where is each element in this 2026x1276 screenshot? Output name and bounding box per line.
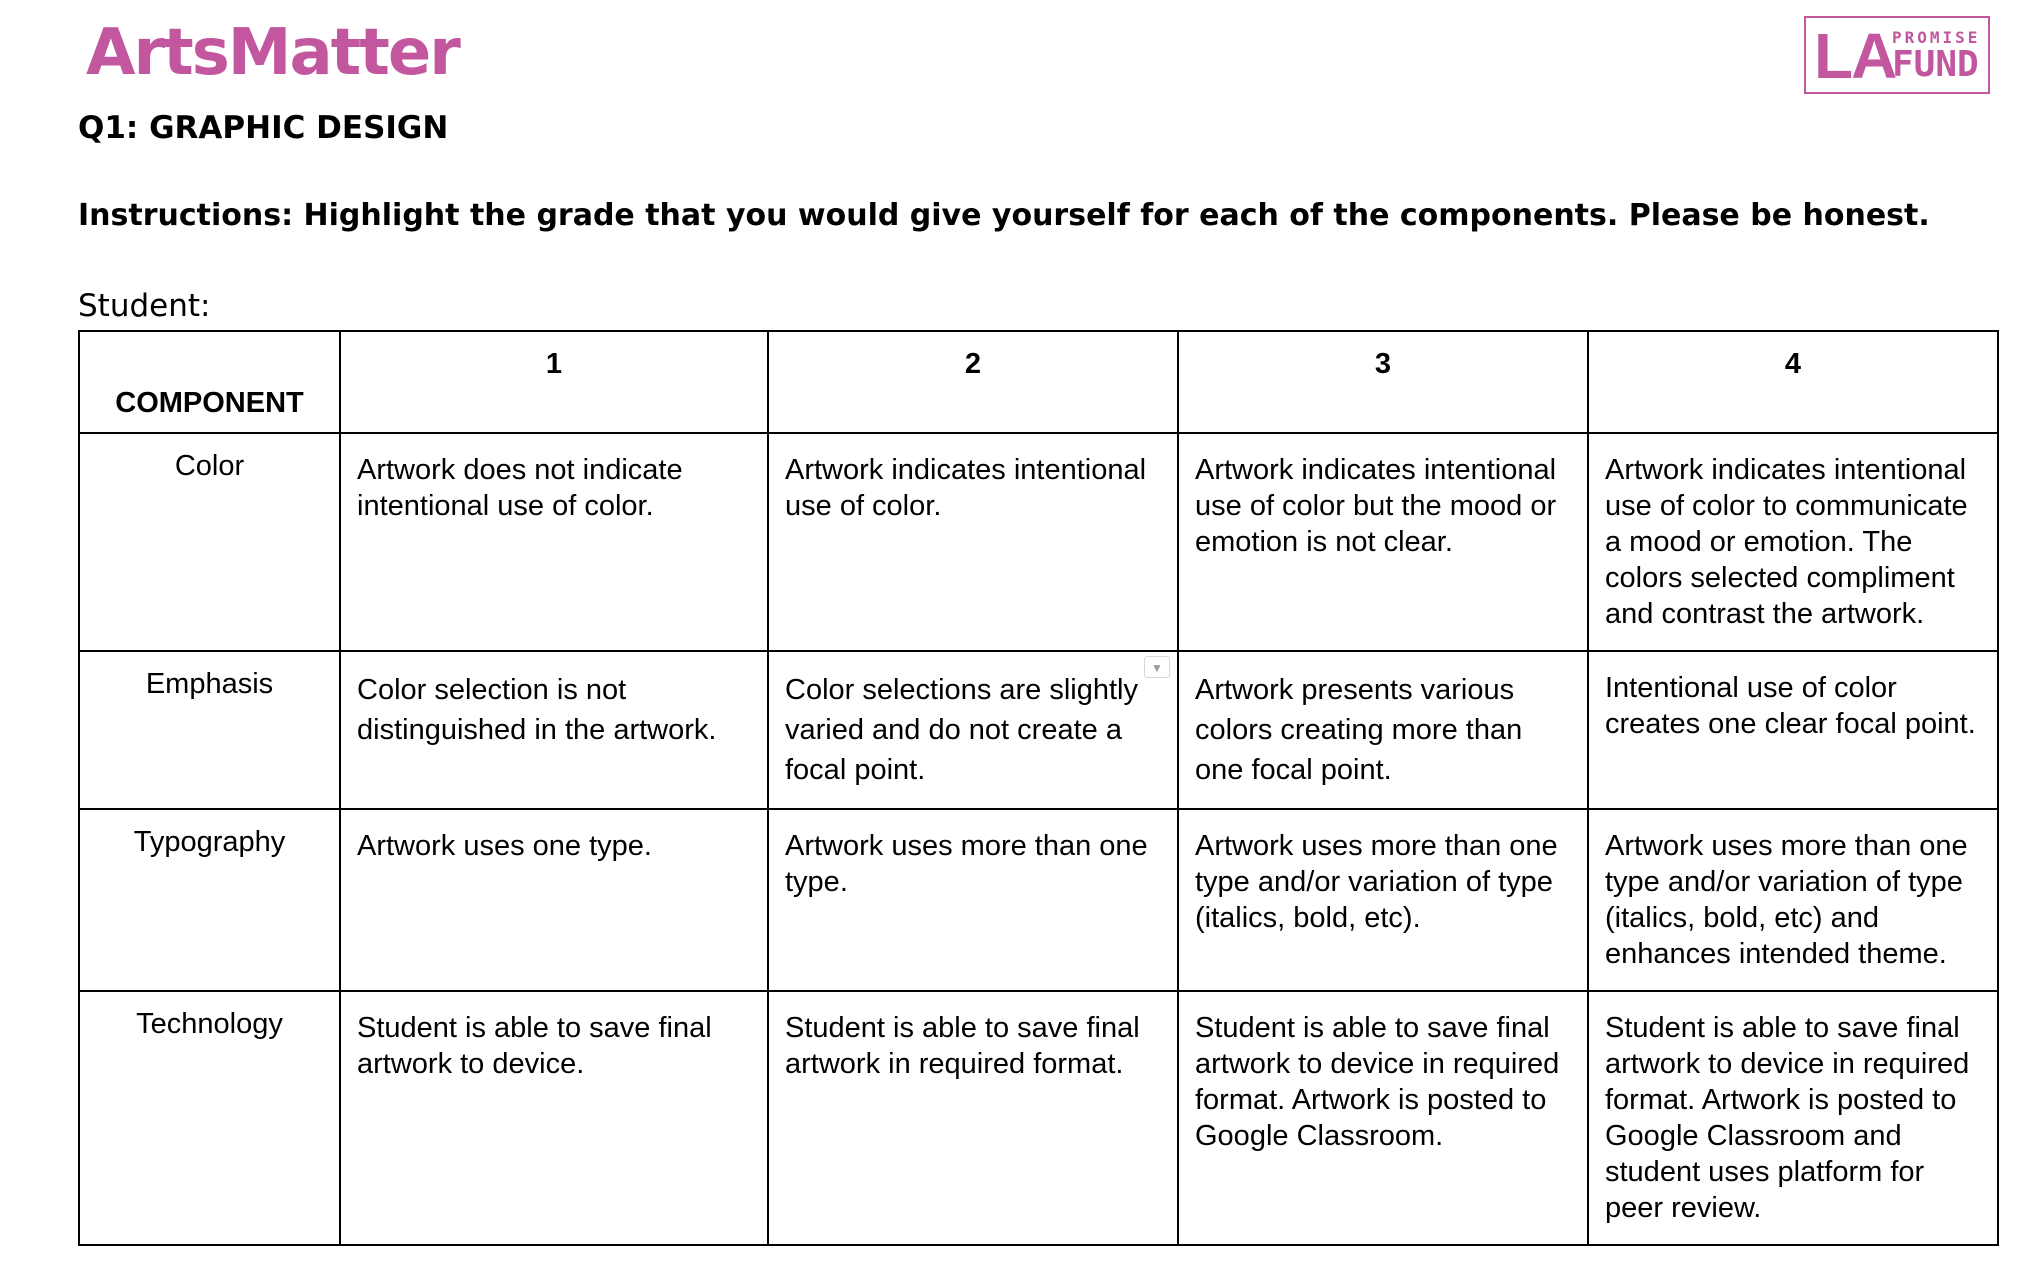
- header-grade-2: 2: [768, 331, 1178, 433]
- header-component: COMPONENT: [79, 331, 340, 433]
- student-label: Student:: [78, 288, 211, 324]
- header-grade-3: 3: [1178, 331, 1588, 433]
- table-row: [79, 651, 1998, 809]
- table-cell[interactable]: Intentional use of color creates one clear focal point.: [1588, 651, 1998, 809]
- table-row: [79, 991, 1998, 1245]
- header-grade-1: 1: [340, 331, 768, 433]
- row-label-color: Color: [79, 433, 340, 651]
- table-cell[interactable]: Artwork uses more than one type.: [768, 809, 1178, 991]
- header-grade-4: 4: [1588, 331, 1998, 433]
- table-cell[interactable]: Student is able to save final artwork to device in required format. Artwork is posted to Google Classroom and student uses platform for peer review.: [1588, 991, 1998, 1245]
- table-cell[interactable]: Color selection is not distinguished in the artwork.: [340, 651, 768, 809]
- page-title: Q1: GRAPHIC DESIGN: [78, 110, 449, 146]
- table-row: [79, 809, 1998, 991]
- table-header-row: [79, 331, 1998, 433]
- logo-la-text: LA: [1814, 20, 1896, 92]
- table-cell[interactable]: Student is able to save final artwork to device.: [340, 991, 768, 1245]
- table-row: [79, 433, 1998, 651]
- table-cell[interactable]: Artwork presents various colors creating more than one focal point.: [1178, 651, 1588, 809]
- table-cell[interactable]: Student is able to save final artwork in required format.: [768, 991, 1178, 1245]
- artsmatter-logo: ArtsMatter: [86, 16, 459, 90]
- la-promise-fund-logo: [1804, 16, 1990, 94]
- table-cell[interactable]: Artwork uses one type.: [340, 809, 768, 991]
- rubric-table: [78, 330, 1999, 1246]
- row-label-typography: Typography: [79, 809, 340, 991]
- table-cell[interactable]: Artwork uses more than one type and/or variation of type (italics, bold, etc) and enhances intended theme.: [1588, 809, 1998, 991]
- logo-promise-text: PROMISE: [1892, 28, 1981, 47]
- table-cell[interactable]: Artwork indicates intentional use of color.: [768, 433, 1178, 651]
- table-cell[interactable]: Artwork indicates intentional use of color but the mood or emotion is not clear.: [1178, 433, 1588, 651]
- logo-fund-text: FUND: [1892, 44, 1979, 85]
- table-cell[interactable]: Student is able to save final artwork to device in required format. Artwork is posted to Google Classroom.: [1178, 991, 1588, 1245]
- chevron-down-icon[interactable]: ▼: [1144, 656, 1170, 678]
- instructions: Instructions: Highlight the grade that you would give yourself for each of the components. Please be honest.: [78, 198, 1930, 233]
- row-label-emphasis: Emphasis: [79, 651, 340, 809]
- row-label-technology: Technology: [79, 991, 340, 1245]
- table-cell[interactable]: Artwork uses more than one type and/or variation of type (italics, bold, etc).: [1178, 809, 1588, 991]
- table-cell[interactable]: Artwork indicates intentional use of color to communicate a mood or emotion. The colors selected compliment and contrast the artwork.: [1588, 433, 1998, 651]
- table-cell[interactable]: Color selections are slightly varied and do not create a focal point.: [768, 651, 1178, 809]
- table-cell[interactable]: Artwork does not indicate intentional use of color.: [340, 433, 768, 651]
